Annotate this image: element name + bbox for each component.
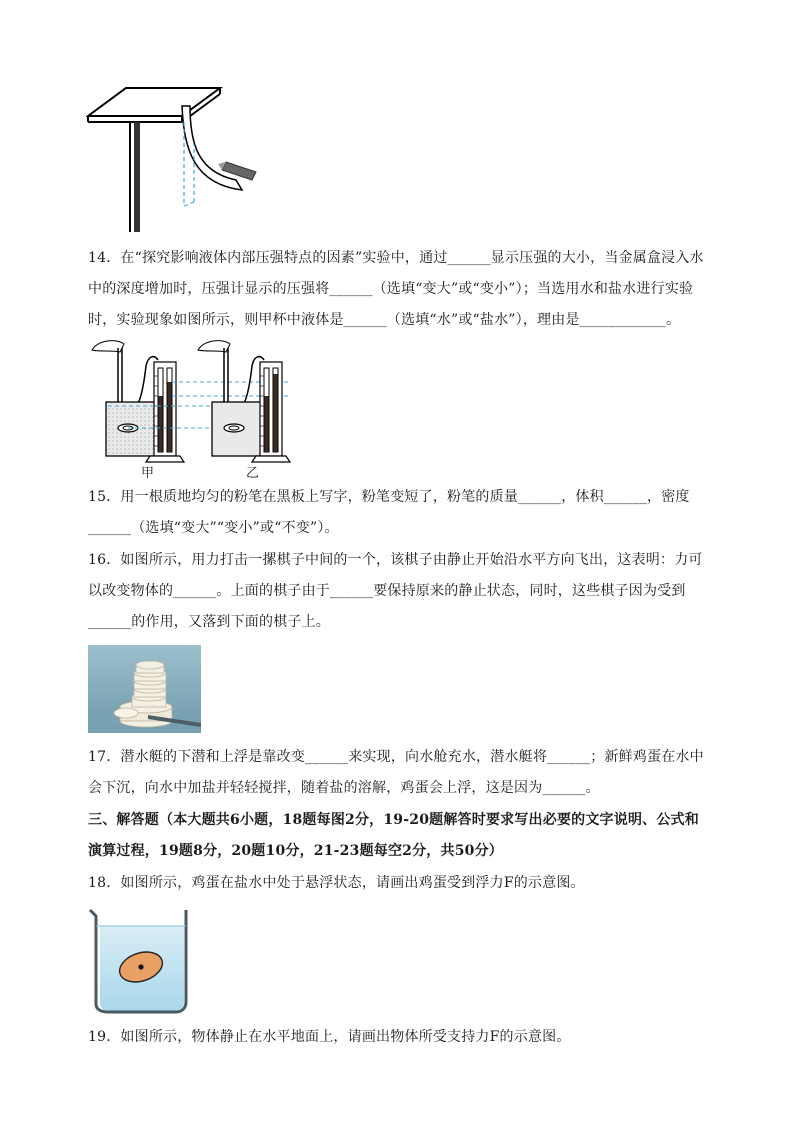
- question-16: 16．如图所示，用力打击一摞棋子中间的一个，该棋子由静止开始沿水平方向飞出，这表明：力可以改变物体的______。上面的棋子由于______要保持原来的静止状态，同时，这些棋子因为受到______的作用，又落到下面的棋子上。: [88, 552, 703, 630]
- question-19: 19．如图所示，物体静止在水平地面上，请画出物体所受支持力F的示意图。: [88, 1029, 571, 1045]
- question-17: 17．潜水艇的下潜和上浮是靠改变______来实现，向水舱充水，潜水艇将______；新鲜鸡蛋在水中会下沉，向水中加盐并轻轻搅拌，随着盐的溶解，鸡蛋会上浮，这是因为______。: [88, 749, 704, 796]
- label-yi: 乙: [246, 466, 260, 481]
- question-14: 14．在“探究影响液体内部压强特点的因素”实验中，通过______显示压强的大小，当金属盒浸入水中的深度增加时，压强计显示的压强将______（选填“变大”或“变小”）；当选用水和盐水进行实验时，实验现象如图所示，则甲杯中液体是______（选填“水”或“盐水”），理由是____________。: [88, 250, 704, 328]
- egg-beaker-figure: [88, 906, 192, 1014]
- setup-jia: [92, 341, 184, 462]
- setup-yi: [198, 341, 290, 462]
- paper-strip-figure: [86, 84, 266, 236]
- section-3-heading: 三、解答题（本大题共6小题，18题每图2分，19-20题解答时要求写出必要的文字说明、公式和演算过程，19题8分，20题10分，21-23题每空2分，共50分）: [88, 812, 699, 859]
- question-15: 15．用一根质地均匀的粉笔在黑板上写字，粉笔变短了，粉笔的质量______，体积______，密度______（选填“变大”“变小”或“不变”）。: [88, 489, 690, 536]
- manometer-figure: [88, 336, 298, 482]
- question-18: 18．如图所示，鸡蛋在盐水中处于悬浮状态，请画出鸡蛋受到浮力F的示意图。: [88, 875, 585, 891]
- label-jia: 甲: [141, 466, 155, 481]
- chess-pieces-photo: [88, 645, 201, 733]
